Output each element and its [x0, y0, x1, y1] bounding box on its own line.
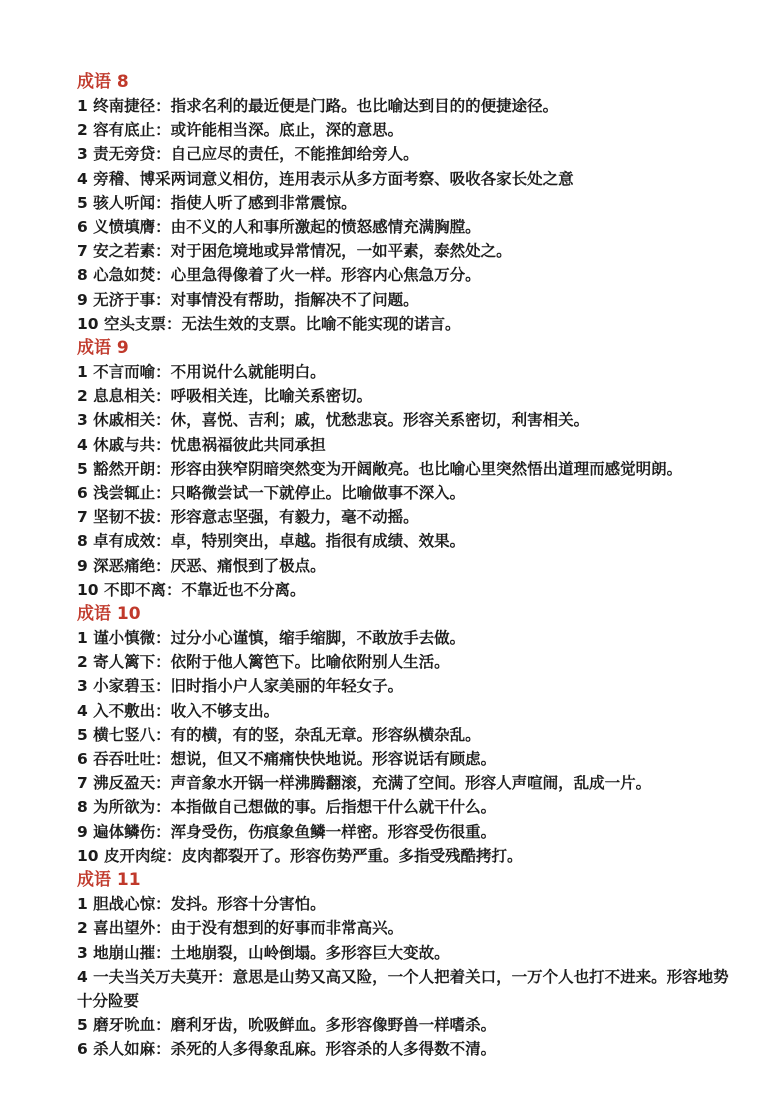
section-idioms-9: [77, 336, 737, 602]
idiom-entry: 8 心急如焚：心里急得像着了火一样。形容内心焦急万分。: [77, 266, 481, 285]
section-idioms-10: [77, 602, 737, 868]
section-title: 成语 9: [77, 338, 129, 359]
section-idioms-8: [77, 70, 737, 336]
idiom-entry: 10 不即不离：不靠近也不分离。: [77, 580, 306, 599]
idiom-entry: 6 吞吞吐吐：想说，但又不痛痛快快地说。形容说话有顾虑。: [77, 750, 497, 769]
idiom-entry: 9 深恶痛绝：厌恶、痛恨到了极点。: [77, 556, 326, 575]
idiom-entry: 5 横七竖八：有的横，有的竖，杂乱无章。形容纵横杂乱。: [77, 725, 481, 744]
idiom-entry: 2 喜出望外：由于没有想到的好事而非常高兴。: [77, 919, 404, 938]
idiom-entry: 10 空头支票：无法生效的支票。比喻不能实现的诺言。: [77, 314, 461, 333]
idiom-entry: 3 责无旁贷：自己应尽的责任，不能推卸给旁人。: [77, 145, 419, 164]
idiom-entry: 5 磨牙吮血：磨利牙齿，吮吸鲜血。多形容像野兽一样嗜杀。: [77, 1016, 497, 1035]
idiom-entry: 1 不言而喻：不用说什么就能明白。: [77, 363, 326, 382]
section-title: 成语 8: [77, 72, 129, 92]
idiom-entry: 8 为所欲为：本指做自己想做的事。后指想干什么就干什么。: [77, 798, 497, 817]
idiom-entry: 4 入不敷出：收入不够支出。: [77, 701, 280, 720]
idiom-entry: 6 浅尝辄止：只略微尝试一下就停止。比喻做事不深入。: [77, 484, 466, 503]
idiom-entry: 6 义愤填膺：由不义的人和事所激起的愤怒感情充满胸膛。: [77, 218, 481, 237]
idiom-entry: 7 坚韧不拔：形容意志坚强，有毅力，毫不动摇。: [77, 508, 419, 527]
idiom-entry: 3 地崩山摧：土地崩裂，山岭倒塌。多形容巨大变故。: [77, 943, 450, 962]
idiom-entry: 4 休戚与共：忧患祸福彼此共同承担: [77, 435, 326, 454]
idiom-entry: 9 遍体鳞伤：浑身受伤，伤痕象鱼鳞一样密。形容受伤很重。: [77, 822, 497, 841]
idiom-entry: 6 杀人如麻：杀死的人多得象乱麻。形容杀的人多得数不清。: [77, 1040, 497, 1059]
idiom-entry: 3 小家碧玉：旧时指小户人家美丽的年轻女子。: [77, 677, 404, 696]
idiom-entry: 8 卓有成效：卓，特别突出，卓越。指很有成绩、效果。: [77, 532, 466, 551]
idiom-entry: 2 息息相关：呼吸相关连，比喻关系密切。: [77, 387, 373, 406]
idiom-entry: 9 无济于事：对事情没有帮助，指解决不了问题。: [77, 290, 419, 309]
idiom-entry: 1 终南捷径：指求名利的最近便是门路。也比喻达到目的的便捷途径。: [77, 97, 559, 115]
idiom-entry: 3 休戚相关：休，喜悦、吉利；戚，忧愁悲哀。形容关系密切，利害相关。: [77, 411, 590, 430]
idiom-entry: 5 豁然开朗：形容由狭窄阴暗突然变为开阔敞亮。也比喻心里突然悟出道理而感觉明朗。: [77, 459, 683, 478]
idiom-entry: 4 旁稽、博采两词意义相仿，连用表示从多方面考察、吸收各家长处之意: [77, 169, 574, 188]
idiom-entry: 2 寄人篱下：依附于他人篱笆下。比喻依附别人生活。: [77, 653, 450, 672]
section-idioms-11: [77, 868, 737, 1061]
idiom-document: [77, 70, 737, 1062]
section-title: 成语 10: [77, 604, 141, 625]
idiom-entry: 1 胆战心惊：发抖。形容十分害怕。: [77, 895, 326, 914]
idiom-entry: 5 骇人听闻：指使人听了感到非常震惊。: [77, 193, 357, 212]
idiom-entry: 4 一夫当关万夫莫开：意思是山势又高又险，一个人把着关口，一万个人也打不进来。形容地势十分险要: [77, 967, 729, 1010]
idiom-entry: 2 容有底止：或许能相当深。底止，深的意思。: [77, 121, 404, 140]
idiom-entry: 10 皮开肉绽：皮肉都裂开了。形容伤势严重。多指受残酷拷打。: [77, 846, 523, 865]
idiom-entry: 7 安之若素：对于困危境地或异常情况，一如平素，泰然处之。: [77, 242, 512, 261]
section-title: 成语 11: [77, 870, 141, 891]
idiom-entry: 1 谨小慎微：过分小心谨慎，缩手缩脚，不敢放手去做。: [77, 629, 466, 648]
idiom-entry: 7 沸反盈天：声音象水开锅一样沸腾翻滚，充满了空间。形容人声喧闹，乱成一片。: [77, 774, 652, 793]
